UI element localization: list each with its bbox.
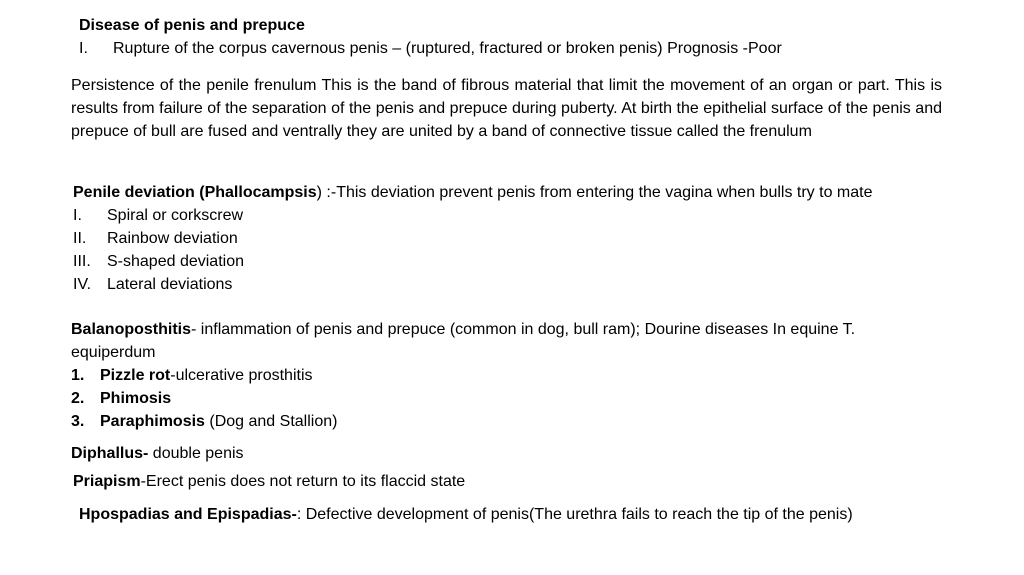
item-rest: (Dog and Stallion) [204, 413, 338, 430]
list-item [71, 410, 971, 433]
section-disease-penis-prepuce [79, 14, 979, 60]
list-item [79, 37, 979, 60]
section-heading [71, 318, 971, 341]
heading-bold: Priapism [73, 473, 141, 490]
list-number: I. [79, 40, 88, 57]
section-heading [73, 181, 973, 204]
list-number: IV. [73, 276, 92, 293]
heading-bold: Penile deviation (Phallocampsis [73, 184, 317, 201]
list-number: 2. [71, 390, 85, 407]
section-hypospadias [79, 503, 853, 526]
list-number: III. [73, 253, 91, 270]
heading-rest: : Defective development of penis(The urethra fails to reach the tip of the penis) [296, 506, 853, 523]
section-title: Disease of penis and prepuce [79, 17, 305, 34]
section-priapism [73, 470, 465, 493]
list-number: 1. [71, 367, 85, 384]
heading-bold: Hpospadias and Epispadias- [79, 506, 297, 523]
section-diphallus [71, 442, 244, 465]
heading-rest: double penis [148, 445, 244, 462]
item-bold: Paraphimosis [100, 413, 205, 430]
list-text: Spiral or corkscrew [107, 207, 244, 224]
section-balanoposthitis [71, 318, 971, 433]
heading-rest: ) :-This deviation prevent penis from entering the vagina when bulls try to mate [316, 184, 873, 201]
list-item [71, 387, 971, 410]
list-text: S-shaped deviation [107, 253, 244, 270]
item-rest: -ulcerative prosthitis [170, 367, 313, 384]
list-item [71, 364, 971, 387]
paragraph-frenulum [71, 74, 942, 143]
heading-rest: -Erect penis does not return to its flaccid state [140, 473, 466, 490]
list-text: Lateral deviations [107, 276, 233, 293]
item-bold: Phimosis [100, 390, 172, 407]
list-text: Rainbow deviation [107, 230, 238, 247]
list-text: Rupture of the corpus cavernous penis – (ruptured, fractured or broken penis) Prognosis -Poor [113, 40, 782, 57]
list-number: II. [73, 230, 87, 247]
paragraph-text: Persistence of the penile frenulum This is the band of fibrous material that limit the movement of an organ or part. This is results from failure of the separation of the penis and prepuce during puberty. At birth the epithelial surface of the penis and prepuce of bull are fused and ventrally they are united by a band of connective tissue called the frenulum [71, 77, 942, 140]
list-item [73, 227, 973, 250]
heading-bold: Diphallus- [71, 445, 149, 462]
list-item [73, 250, 973, 273]
heading-continuation: equiperdum [71, 344, 156, 361]
heading-rest: - inflammation of penis and prepuce (common in dog, bull ram); Dourine diseases In equine T. [191, 321, 856, 338]
list-number: I. [73, 207, 82, 224]
heading-bold: Balanoposthitis [71, 321, 192, 338]
list-item [73, 273, 973, 296]
item-bold: Pizzle rot [100, 367, 171, 384]
list-item [73, 204, 973, 227]
list-number: 3. [71, 413, 85, 430]
section-penile-deviation [73, 181, 973, 296]
